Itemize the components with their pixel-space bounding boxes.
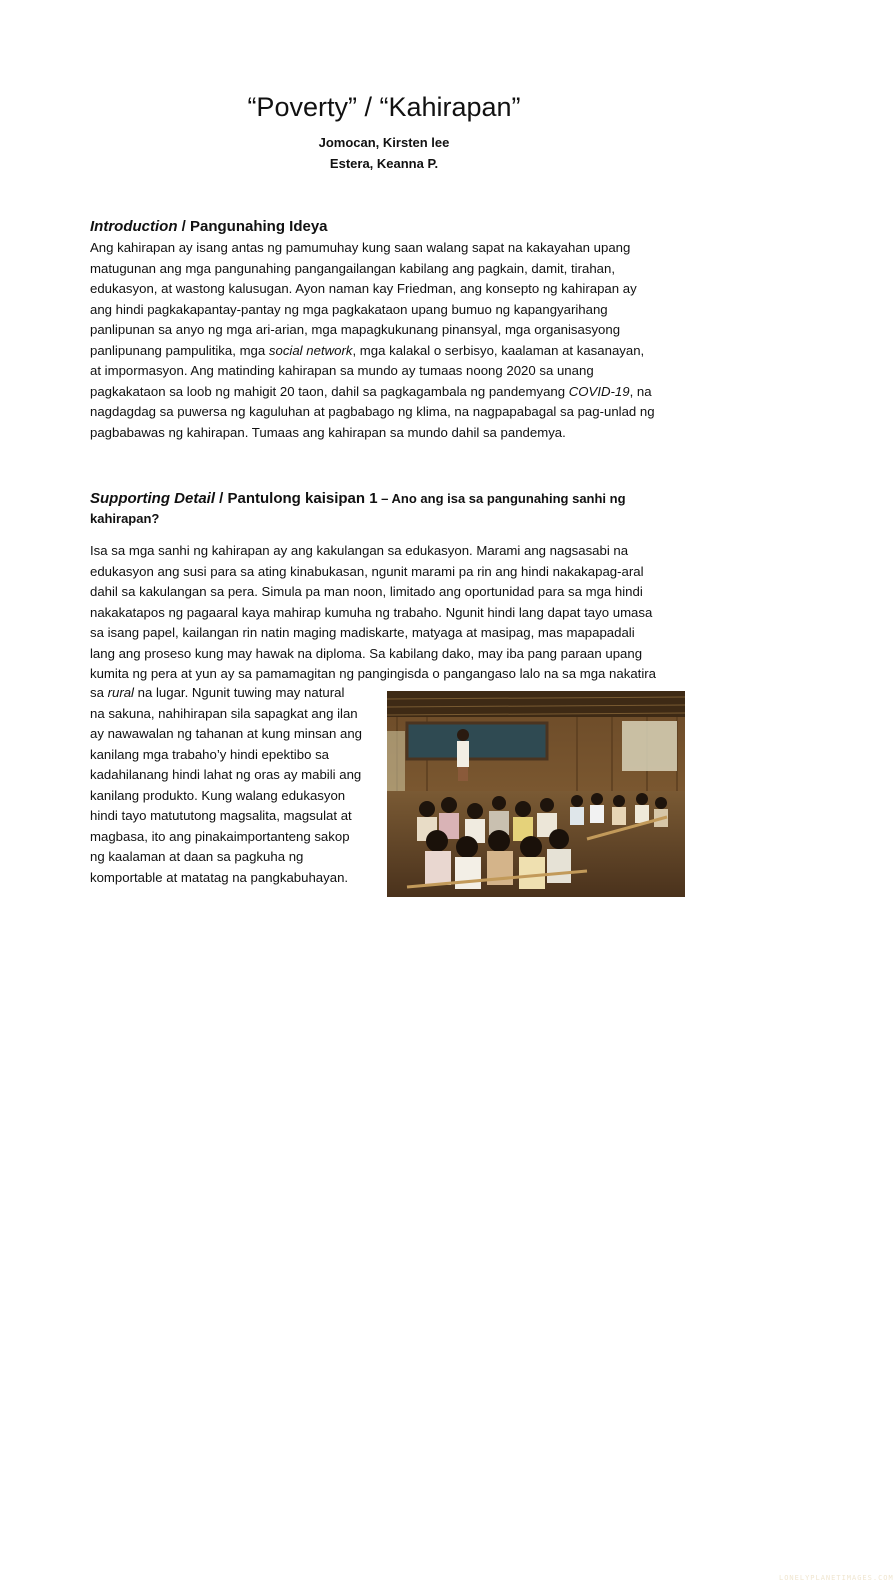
support-question: – Ano ang isa sa pangunahing sanhi ng: [377, 491, 626, 506]
text-line: nakakatapos ng pagaaral kaya mahirap kumuha ng trabaho. Ngunit hindi lang dapat tayo umasa: [90, 604, 653, 620]
text-line: hindi tayo matututong magsalita, magsulat at: [90, 808, 352, 823]
text-line: at impormasyon. Ang matinding kahirapan sa mundo ay tumaas noong 2020 sa unang: [90, 363, 594, 378]
intro-paragraph: [90, 238, 686, 443]
text-segment: na lugar. Ngunit tuwing may natural: [133, 685, 345, 700]
support-heading-fil: Pantulong kaisipan 1: [227, 490, 378, 507]
text-line: Isa sa mga sanhi ng kahirapan ay ang kakulangan sa edukasyon. Marami ang nagsasabi na: [90, 543, 629, 558]
text-line: nagdagdag sa puwersa ng kaguluhan at pagbabago ng klima, na nagpapabagal sa pag-unlad ng: [90, 404, 655, 419]
intro-heading: [90, 217, 690, 237]
heading-separator: /: [215, 490, 228, 507]
text-line: kanilang mga trabaho’y hindi epektibo sa: [90, 746, 329, 762]
photo-caption: LONELYPLANETIMAGES.COM: [779, 1574, 894, 1582]
text-line: edukasyon ang susi para sa ating kinabukasan, ngunit marami pa rin ang hindi nakakapag-aral: [90, 563, 644, 579]
text-line: dahil sa kakulangan sa pera. Simula pa man noon, limitado ang oportunidad para sa mga hindi: [90, 584, 643, 599]
intro-heading-en: Introduction: [90, 218, 178, 235]
text-segment: , mga kalakal o serbisyo, kaalaman at kasanayan,: [352, 342, 645, 358]
text-line: kumita ng pera at yun ay sa pamamagitan ng pangingisda o pangangaso lalo na sa mga nakatira: [90, 666, 656, 681]
text-segment: , na: [629, 383, 652, 399]
text-segment: sa: [90, 685, 108, 700]
text-line: pagbabawas ng kahirapan. Tumaas ang kahirapan sa mundo dahil sa pandemya.: [90, 424, 566, 440]
italic-term: rural: [107, 685, 134, 700]
text-line: komportable at matatag na pangkabuhayan.: [90, 869, 349, 885]
text-line: sa isang papel, kailangan rin natin maging madiskarte, matyaga at masipag, mas mapapadali: [90, 625, 635, 640]
classroom-illustration: [387, 691, 685, 897]
italic-term: COVID-19: [568, 383, 630, 399]
text-line-mixed: [90, 683, 380, 704]
support-question-cont: kahirapan?: [90, 511, 160, 526]
author-name: Estera, Keanna P.: [329, 156, 439, 171]
text-line: kanilang produkto. Kung walang edukasyon: [90, 787, 346, 803]
text-line: magbasa, ito ang pinakaimportanteng sakop: [90, 828, 350, 844]
text-line: Ang kahirapan ay isang antas ng pamumuhay kung saan walang sapat na kakayahan upang: [90, 240, 631, 255]
support-paragraph: [90, 541, 686, 685]
text-line: ay nawawalan ng tahanan at kung minsan ang: [90, 726, 363, 741]
text-segment: panlipunang pampulitika, mga: [90, 342, 269, 358]
support-wrap-column: [90, 683, 380, 888]
text-segment: pagkakataon sa loob ng mahigit 20 taon, dahil sa pagkagambala ng pandemyang: [90, 383, 569, 399]
support-heading-en: Supporting Detail: [90, 490, 215, 507]
text-line: matugunan ang mga pangunahing pangangailangan kabilang ang pagkain, damit, tirahan,: [90, 260, 615, 276]
heading-separator: /: [177, 218, 190, 235]
text-line: na sakuna, nahihirapan sila sapagkat ang ilan: [90, 705, 358, 721]
author-name: Jomocan, Kirsten lee: [318, 135, 450, 150]
page-title: “Poverty” / “Kahirapan”: [247, 92, 521, 122]
text-line: lang ang proseso kung may hawak na diploma. Sa kabilang dako, may iba pang paraan upang: [90, 645, 643, 661]
italic-term: social network: [268, 342, 353, 358]
text-line-mixed: [90, 341, 686, 362]
support-heading: [90, 489, 690, 529]
classroom-photo: [387, 691, 894, 1582]
text-line: ang hindi pagkakapantay-pantay ng mga pagkakataon upang bumuo ng kapangyarihang: [90, 301, 608, 317]
text-line: edukasyon, at wastong kalusugan. Ayon naman kay Friedman, ang konsepto ng kahirapan ay: [90, 281, 637, 296]
text-line: kadahilanang hindi lahat ng oras ay mabili ang: [90, 767, 362, 782]
text-line: panlipunan sa anyo ng mga ari-arian, mga mapagkukunang pinansyal, mga organisasyong: [90, 322, 621, 337]
text-line: ng kaalaman at daan sa pagkuha ng: [90, 849, 304, 864]
text-line-mixed: [90, 382, 686, 403]
author-list: [0, 132, 768, 174]
intro-heading-fil: Pangunahing Ideya: [190, 218, 328, 235]
